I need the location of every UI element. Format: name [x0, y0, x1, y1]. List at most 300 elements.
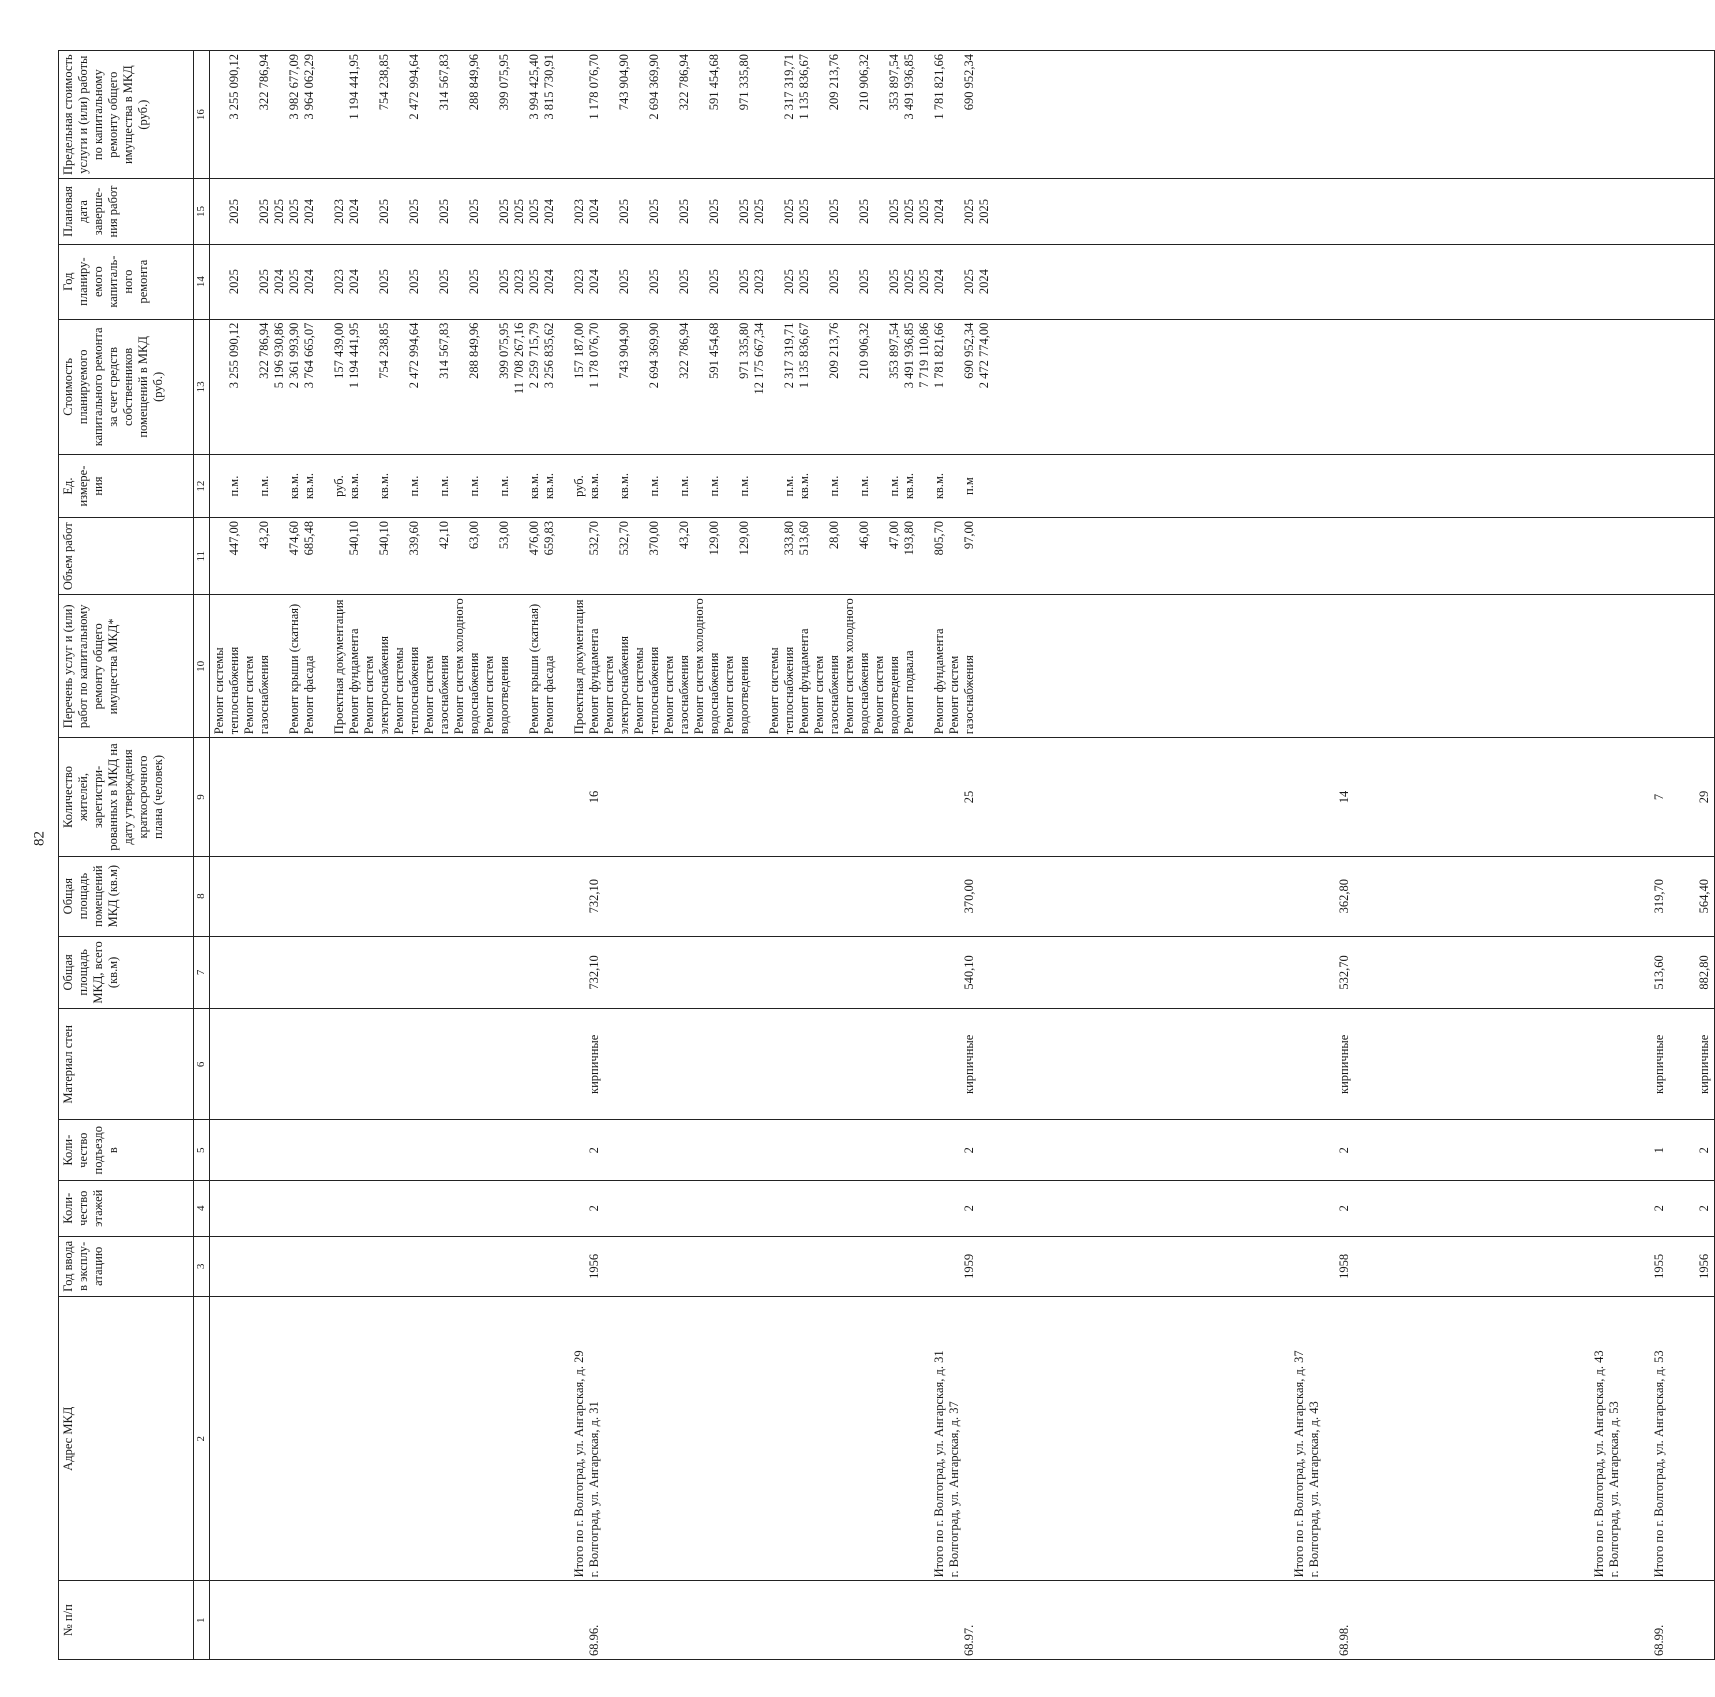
cell-line [812, 458, 827, 514]
cell-line [437, 860, 452, 933]
cell-line [257, 1584, 272, 1656]
cell-line [947, 741, 962, 853]
cell-line: 2 694 369,90 [647, 54, 661, 120]
cell-line [857, 1012, 872, 1116]
cell-line [1352, 1012, 1367, 1116]
cell-line: 2025 [827, 198, 841, 224]
cell-line [737, 940, 752, 1006]
cell-line [1592, 940, 1607, 1006]
cell-line [467, 1123, 482, 1176]
cell-line [1037, 1012, 1052, 1116]
cell-line [1187, 1240, 1202, 1293]
cell-line [362, 741, 377, 853]
cell-line [902, 1240, 917, 1293]
cell-line [1247, 1184, 1262, 1233]
cell-line [1487, 1123, 1502, 1176]
cell-line [1022, 860, 1037, 933]
cell-line: 690 952,34 [962, 54, 976, 111]
cell-line [452, 323, 467, 451]
cell-line [332, 1584, 347, 1656]
cell-line: Ремонт фундамента [797, 628, 811, 735]
cell-line [1292, 1184, 1307, 1233]
cell-line: 2025 [902, 198, 916, 224]
cell-line [1367, 940, 1382, 1006]
cell-line [842, 54, 857, 175]
cell-line: 2025 [437, 269, 451, 295]
cell-line: Ремонт фасада [302, 655, 316, 735]
cell-line [257, 1184, 272, 1233]
cell-line [707, 1123, 722, 1176]
cell-line [1187, 860, 1202, 933]
header-col-14: Год планиру-емого капиталь-ного ремонта [59, 244, 194, 319]
cell-line [422, 458, 437, 514]
cell-line [977, 1012, 992, 1116]
header-col-9: Количество жителей, зарегистри-рованных в МКД на дату утверждения краткосрочного плана (человек) [59, 738, 194, 857]
cell-line [407, 1584, 422, 1656]
cell-line: г. Волгоград, ул. Ангарская, д. 31 [587, 1401, 601, 1578]
cell-line [632, 521, 647, 591]
cell-line [1667, 1123, 1682, 1176]
cell-line [287, 1240, 302, 1293]
cell-line: 2025 [977, 198, 991, 224]
cell-line: 732,10 [587, 878, 601, 914]
cell-line [797, 741, 812, 853]
cell-line [1007, 1123, 1022, 1176]
cell-line [1022, 1240, 1037, 1293]
cell-line [302, 1123, 317, 1176]
cell-line [827, 1123, 842, 1176]
cell-line [917, 1240, 932, 1293]
cell-line [317, 1584, 332, 1656]
cell-line [932, 1584, 947, 1656]
cell-line: Ремонт систем [947, 655, 961, 735]
cell-line [542, 1123, 557, 1176]
cell-line [1172, 1240, 1187, 1293]
cell-line: Итого по г. Волгоград, ул. Ангарская, д. 29 [572, 1350, 586, 1578]
cell-line [1052, 1123, 1067, 1176]
cell-line [1277, 860, 1292, 933]
cell-line [1487, 1300, 1502, 1577]
cell-line [377, 1184, 392, 1233]
cell-line [392, 1012, 407, 1116]
cell-line [1667, 1240, 1682, 1293]
cell-line [767, 1300, 782, 1577]
header-col-7: Общая площадь МКД, всего (кв.м) [59, 936, 194, 1009]
cell-line: 2 [1652, 1205, 1666, 1212]
cell-line [1397, 1123, 1412, 1176]
cell-line: 2025 [902, 269, 916, 295]
cell-line [512, 1184, 527, 1233]
cell-line [1172, 741, 1187, 853]
cell-line [482, 458, 497, 514]
cell-line [1472, 940, 1487, 1006]
cell-line [1622, 1184, 1637, 1233]
cell-line [1637, 1240, 1652, 1293]
cell-line [1052, 860, 1067, 933]
cell-line: водоснабжения [857, 652, 871, 735]
cell-line [707, 1012, 722, 1116]
column-number-16: 16 [194, 51, 210, 179]
cell-line [947, 323, 962, 451]
cell-line [1667, 860, 1682, 933]
cell-line [947, 54, 962, 175]
cell-line [1547, 1123, 1562, 1176]
cell-line: 447,00 [227, 521, 241, 556]
cell-line [1457, 1300, 1472, 1577]
cell-line: 7 [1652, 793, 1666, 801]
cell-line [272, 1300, 287, 1577]
cell-line: 2025 [887, 269, 901, 295]
cell-line: 532,70 [617, 521, 631, 556]
cell-line [317, 323, 332, 451]
cell-line [227, 741, 242, 853]
cell-line [1532, 741, 1547, 853]
cell-line [917, 458, 932, 514]
cell-line [422, 741, 437, 853]
cell-line [722, 323, 737, 451]
cell-line [1022, 1012, 1037, 1116]
cell-line [602, 940, 617, 1006]
cell-line [827, 1584, 842, 1656]
cell-line [272, 940, 287, 1006]
cell-line [1262, 1184, 1277, 1233]
cell-line: Ремонт систем холодного [452, 598, 466, 735]
cell-line [947, 1184, 962, 1233]
cell-line [1457, 741, 1472, 853]
cell-line [602, 1584, 617, 1656]
cell-line: 2025 [737, 198, 751, 224]
cell-line [1577, 860, 1592, 933]
cell-line [1367, 741, 1382, 853]
cell-line: 540,10 [377, 521, 391, 556]
cell-line: 28,00 [827, 521, 841, 550]
cell-line [527, 1300, 542, 1577]
cell-line [512, 1012, 527, 1116]
column-number-11: 11 [194, 518, 210, 595]
cell-line [1382, 940, 1397, 1006]
cell-line [1112, 940, 1127, 1006]
cell-line [1427, 860, 1442, 933]
cell-line: 210 906,32 [857, 322, 871, 379]
cell-line [1487, 1184, 1502, 1233]
column-number-15: 15 [194, 179, 210, 244]
cell-line [1157, 1300, 1172, 1577]
cell-line [947, 1012, 962, 1116]
cell-line [827, 940, 842, 1006]
cell-line: 16 [587, 790, 601, 804]
cell-line: п.м. [677, 475, 691, 497]
cell-line: 2025 [437, 198, 451, 224]
cell-line [737, 1184, 752, 1233]
cell-line [407, 1240, 422, 1293]
cell-line [1352, 741, 1367, 853]
cell-line [362, 323, 377, 451]
cell-line: 2025 [467, 269, 481, 295]
cell-line [857, 741, 872, 853]
cell-line [1037, 940, 1052, 1006]
cell-line [1562, 1240, 1577, 1293]
cell-line [1277, 1300, 1292, 1577]
cell-line [1247, 940, 1262, 1006]
cell-line [662, 741, 677, 853]
cell-line [1457, 1012, 1472, 1116]
cell-line [977, 1123, 992, 1176]
cell-line [482, 940, 497, 1006]
column-number-6: 6 [194, 1009, 210, 1120]
cell-line [482, 1300, 497, 1577]
cell-line [452, 182, 467, 240]
cell-line [407, 940, 422, 1006]
cell-line [392, 860, 407, 933]
cell-line: 2025 [407, 269, 421, 295]
cell-line: 3 764 665,07 [302, 322, 316, 389]
cell-line [917, 1300, 932, 1577]
cell-line [947, 182, 962, 240]
cell-line [767, 1012, 782, 1116]
cell-line [1292, 741, 1307, 853]
cell-line [362, 1123, 377, 1176]
cell-line [392, 248, 407, 316]
cell-line [692, 521, 707, 591]
cell-line [377, 741, 392, 853]
cell-line: 754 238,85 [377, 322, 391, 379]
cell-line: п.м. [887, 475, 901, 497]
cell-line [602, 741, 617, 853]
cell-line [332, 1300, 347, 1577]
cell-line: 540,10 [347, 521, 361, 556]
cell-line: Ремонт крыши (скатная) [287, 603, 301, 735]
cell-line [557, 54, 572, 175]
cell-line [1472, 1240, 1487, 1293]
cell-line: теплоснабжения [227, 646, 241, 735]
cell-line [752, 1584, 767, 1656]
cell-line [332, 1012, 347, 1116]
cell-line [212, 248, 227, 316]
cell-line [1547, 741, 1562, 853]
cell-line: 971 335,80 [737, 322, 751, 379]
cell-line [1472, 1584, 1487, 1656]
body-c4 [210, 1180, 1715, 1236]
cell-line [482, 323, 497, 451]
cell-line [497, 860, 512, 933]
cell-line [1097, 1184, 1112, 1233]
cell-line: 129,00 [707, 521, 721, 556]
cell-line [1562, 1012, 1577, 1116]
cell-line: Ремонт систем [482, 655, 496, 735]
cell-line [392, 741, 407, 853]
cell-line: 732,10 [587, 955, 601, 990]
cell-line [1322, 1584, 1337, 1656]
cell-line [1472, 1184, 1487, 1233]
cell-line: кв.м. [377, 473, 391, 500]
cell-line [377, 860, 392, 933]
cell-line: 2025 [527, 198, 541, 224]
cell-line [317, 1184, 332, 1233]
cell-line [1532, 1300, 1547, 1577]
cell-line [782, 1240, 797, 1293]
cell-line [377, 1240, 392, 1293]
cell-line: кирпичные [587, 1034, 601, 1094]
cell-line [1532, 1123, 1547, 1176]
cell-line [1127, 1184, 1142, 1233]
cell-line [812, 521, 827, 591]
cell-line [902, 1123, 917, 1176]
cell-line [377, 1584, 392, 1656]
cell-line [602, 248, 617, 316]
cell-line [1082, 860, 1097, 933]
cell-line [1667, 1012, 1682, 1116]
cell-line [1547, 860, 1562, 933]
cell-line [482, 860, 497, 933]
cell-line [1472, 860, 1487, 933]
cell-line [677, 1184, 692, 1233]
cell-line [1607, 940, 1622, 1006]
cell-line [272, 54, 287, 175]
cell-line [632, 1184, 647, 1233]
cell-line [722, 521, 737, 591]
cell-line [797, 1123, 812, 1176]
cell-line [1127, 860, 1142, 933]
cell-line [497, 1184, 512, 1233]
cell-line [632, 248, 647, 316]
header-col-4: Коли-чество этажей [59, 1180, 194, 1236]
cell-line: Итого по г. Волгоград, ул. Ангарская, д. 37 [1292, 1350, 1306, 1578]
cell-line [212, 1240, 227, 1293]
cell-line [602, 1184, 617, 1233]
cell-line [1397, 1240, 1412, 1293]
cell-line [812, 1584, 827, 1656]
cell-line [1352, 1240, 1367, 1293]
cell-line: 2023 [572, 198, 586, 224]
cell-line [797, 860, 812, 933]
cell-line [842, 1240, 857, 1293]
column-number-4: 4 [194, 1180, 210, 1236]
cell-line: 2025 [497, 198, 511, 224]
cell-line [227, 860, 242, 933]
cell-line [557, 1240, 572, 1293]
cell-line: 322 786,94 [677, 54, 691, 111]
cell-line [707, 741, 722, 853]
cell-line [1172, 940, 1187, 1006]
cell-line [1667, 1184, 1682, 1233]
cell-line [392, 458, 407, 514]
table-bottom-border [1714, 51, 1715, 1660]
cell-line [1202, 741, 1217, 853]
cell-line [557, 1300, 572, 1577]
cell-line: 1956 [587, 1253, 601, 1279]
cell-line: 2 317 319,71 [782, 54, 796, 120]
cell-line [632, 1300, 647, 1577]
cell-line [1607, 741, 1622, 853]
cell-line [422, 1184, 437, 1233]
cell-line [872, 458, 887, 514]
cell-line [1262, 741, 1277, 853]
cell-line: 63,00 [467, 521, 481, 550]
cell-line [527, 1240, 542, 1293]
cell-line [512, 521, 527, 591]
cell-line [1202, 1300, 1217, 1577]
cell-line [647, 1184, 662, 1233]
cell-line: п.м. [827, 475, 841, 497]
cell-line [872, 54, 887, 175]
cell-line [872, 323, 887, 451]
cell-line [1592, 1123, 1607, 1176]
cell-line [392, 1184, 407, 1233]
cell-line [932, 1184, 947, 1233]
cell-line: Ремонт систем [362, 655, 376, 735]
cell-line [617, 1123, 632, 1176]
cell-line [812, 182, 827, 240]
cell-line [257, 1300, 272, 1577]
cell-line: 47,00 [887, 521, 901, 550]
cell-line [797, 1012, 812, 1116]
cell-line [767, 1584, 782, 1656]
cell-line: 754 238,85 [377, 54, 391, 111]
column-number-7: 7 [194, 936, 210, 1009]
cell-line [212, 1184, 227, 1233]
cell-line: 2025 [917, 198, 931, 224]
cell-line: 43,20 [257, 521, 271, 550]
cell-line: 2024 [542, 198, 556, 224]
cell-line [1292, 1240, 1307, 1293]
cell-line [1187, 940, 1202, 1006]
cell-line: 971 335,80 [737, 54, 751, 111]
cell-line [1157, 1123, 1172, 1176]
cell-line [932, 940, 947, 1006]
cell-line [422, 1300, 437, 1577]
cell-line [1172, 1123, 1187, 1176]
cell-line: водоотведения [737, 656, 751, 735]
column-number-2: 2 [194, 1297, 210, 1581]
cell-line [452, 1240, 467, 1293]
cell-line: 193,80 [902, 521, 916, 556]
cell-line: 2023 [572, 269, 586, 295]
cell-line [887, 1300, 902, 1577]
cell-line [1397, 1184, 1412, 1233]
cell-line [677, 1012, 692, 1116]
cell-line [992, 1240, 1007, 1293]
cell-line [677, 860, 692, 933]
cell-line [1607, 1240, 1622, 1293]
cell-line [1367, 1012, 1382, 1116]
cell-line: 1956 [1697, 1253, 1711, 1279]
cell-line [317, 940, 332, 1006]
cell-line [1352, 1584, 1367, 1656]
cell-line [722, 1184, 737, 1233]
cell-line [707, 1240, 722, 1293]
cell-line: 2025 [377, 269, 391, 295]
cell-line [287, 1300, 302, 1577]
cell-line [392, 521, 407, 591]
cell-line [1067, 1012, 1082, 1116]
cell-line [512, 1300, 527, 1577]
cell-line [1397, 1584, 1412, 1656]
cell-line [1262, 1012, 1277, 1116]
cell-line [722, 741, 737, 853]
cell-line [737, 1584, 752, 1656]
cell-line [1517, 1123, 1532, 1176]
cell-line [467, 1300, 482, 1577]
cell-line [1142, 741, 1157, 853]
cell-line [1322, 860, 1337, 933]
cell-line: г. Волгоград, ул. Ангарская, д. 53 [1607, 1401, 1621, 1578]
cell-line [1217, 1300, 1232, 1577]
cell-line [647, 1012, 662, 1116]
cell-line [1427, 1184, 1442, 1233]
cell-line: 2 [962, 1147, 976, 1154]
cell-line: 2025 [962, 269, 976, 295]
cell-line [317, 1012, 332, 1116]
